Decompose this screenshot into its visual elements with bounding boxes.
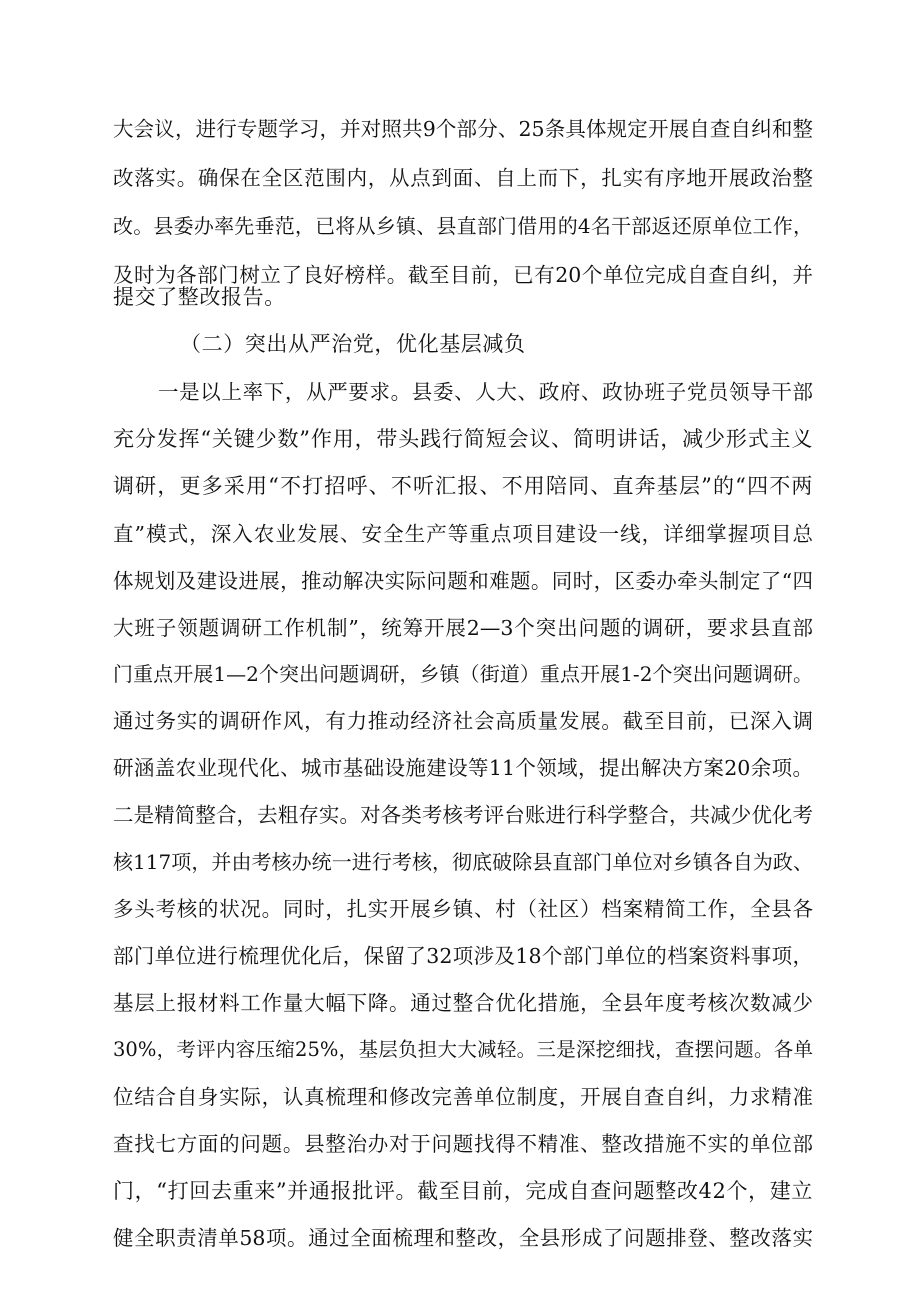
paragraph-line: 体规划及建设进展，推动解决实际问题和难题。同时，区委办牵头制定了“四: [113, 569, 813, 593]
paragraph-line: 大会议，进行专题学习，并对照共9个部分、25条具体规定开展自查自纠和整: [113, 117, 813, 141]
paragraph-line: 提交了整改报告。: [113, 285, 286, 309]
paragraph-line: 健全职责清单58项。通过全面梳理和整改，全县形成了问题排登、整改落实: [113, 1226, 813, 1250]
paragraph-line: 多头考核的状况。同时，扎实开展乡镇、村（社区）档案精简工作，全县各: [113, 897, 813, 921]
paragraph-line: 改。县委办率先垂范，已将从乡镇、县直部门借用的4名干部返还原单位工作，: [113, 214, 813, 238]
paragraph-line: 调研，更多采用“不打招呼、不听汇报、不用陪同、直奔基层”的“四不两: [113, 474, 813, 498]
paragraph-line: 直”模式，深入农业发展、安全生产等重点项目建设一线，详细掌握项目总: [113, 522, 813, 546]
paragraph-line: 门，“打回去重来”并通报批评。截至目前，完成自查问题整改42个，建立: [113, 1179, 813, 1203]
section-heading: （二）突出从严治党，优化基层减负: [180, 332, 526, 356]
paragraph-line: 二是精简整合，去粗存实。对各类考核考评台账进行科学整合，共减少优化考: [113, 803, 813, 827]
paragraph-line: 研涵盖农业现代化、城市基础设施建设等11个领域，提出解决方案20余项。: [113, 756, 813, 780]
paragraph-line: 通过务实的调研作风，有力推动经济社会高质量发展。截至目前，已深入调: [113, 709, 813, 733]
paragraph-line: 充分发挥“关键少数”作用，带头践行简短会议、简明讲话，减少形式主义: [113, 427, 813, 451]
paragraph-line: 部门单位进行梳理优化后，保留了32项涉及18个部门单位的档案资料事项，: [113, 944, 813, 968]
paragraph-line: 位结合自身实际，认真梳理和修改完善单位制度，开展自查自纠，力求精准: [113, 1085, 813, 1109]
paragraph-line: 改落实。确保在全区范围内，从点到面、自上而下，扎实有序地开展政治整: [113, 166, 813, 190]
paragraph-line: 门重点开展1—2个突出问题调研，乡镇（街道）重点开展1-2个突出问题调研。: [113, 662, 813, 686]
paragraph-line: 大班子领题调研工作机制”，统筹开展2—3个突出问题的调研，要求县直部: [113, 616, 813, 640]
paragraph-line: 一是以上率下，从严要求。县委、人大、政府、政协班子党员领导干部: [158, 380, 813, 404]
paragraph-line: 及时为各部门树立了良好榜样。截至目前，已有20个单位完成自查自纠，并: [113, 263, 813, 287]
paragraph-line: 核117项，并由考核办统一进行考核，彻底破除县直部门单位对乡镇各自为政、: [113, 850, 813, 874]
paragraph-line: 基层上报材料工作量大幅下降。通过整合优化措施，全县年度考核次数减少: [113, 991, 813, 1015]
paragraph-line: 30%，考评内容压缩25%，基层负担大大减轻。三是深挖细找，查摆问题。各单: [113, 1038, 813, 1061]
paragraph-line: 查找七方面的问题。县整治办对于问题找得不精准、整改措施不实的单位部: [113, 1132, 813, 1156]
